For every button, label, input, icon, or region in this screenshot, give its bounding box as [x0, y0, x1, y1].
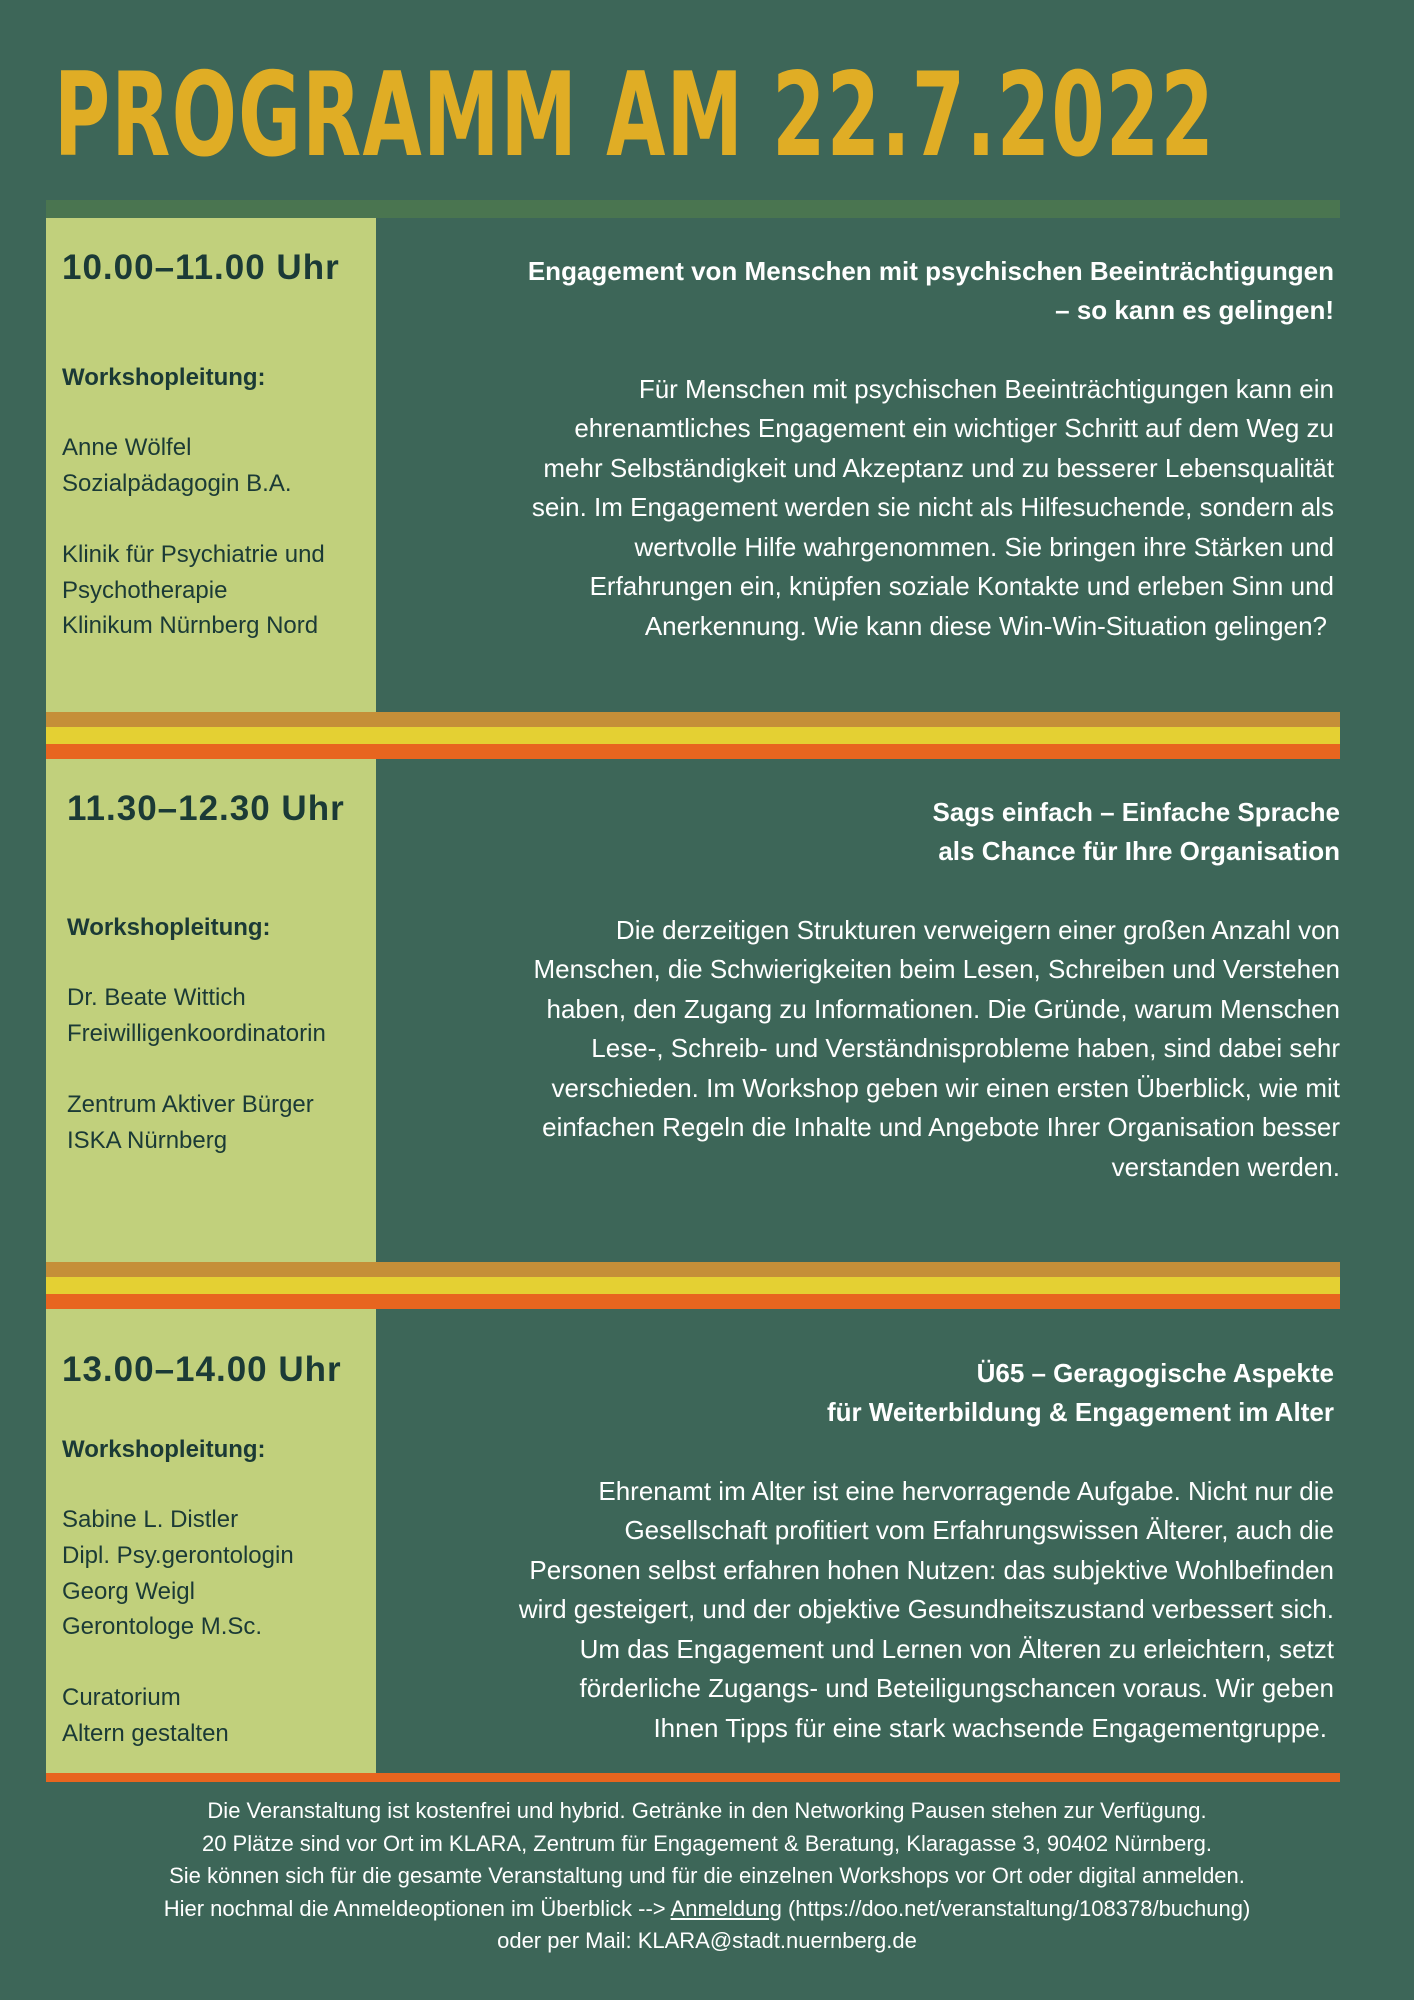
session-2-leader-line: Zentrum Aktiver Bürger — [67, 1091, 314, 1118]
session-2-content — [380, 759, 1340, 1262]
session-1-body-line: Anerkennung. Wie kann diese Win-Win-Situation gelingen? — [644, 611, 1327, 641]
session-1-leader-label: Workshopleitung: — [62, 364, 266, 391]
session-3-body-line: Ehrenamt im Alter ist eine hervorragende Aufgabe. Nicht nur die — [598, 1476, 1334, 1506]
registration-link[interactable]: Anmeldung — [670, 1895, 782, 1921]
session-2-leader-label: Workshopleitung: — [67, 914, 271, 941]
session-2-body-line: verstanden werden. — [1111, 1152, 1340, 1182]
session-2-leader-line: ISKA Nürnberg — [67, 1127, 228, 1154]
footer-info — [0, 1795, 1414, 1958]
session-3-leader-line: Sabine L. Distler — [62, 1506, 239, 1533]
session-3-heading-line: für Weiterbildung & Engagement im Alter — [826, 1397, 1334, 1427]
divider-stripe-yellow — [46, 727, 1340, 744]
session-1-content — [380, 218, 1340, 712]
bottom-divider-orange — [46, 1773, 1340, 1782]
session-3-body-line: Personen selbst erfahren hohen Nutzen: das subjektive Wohlbefinden — [529, 1555, 1334, 1585]
footer-line-prefix: Hier nochmal die Anmeldeoptionen im Überblick --> — [163, 1895, 671, 1921]
session-1-leader-line: Anne Wölfel — [62, 434, 192, 461]
session-1-body-line: sein. Im Engagement werden sie nicht als Hilfesuchende, sondern als — [531, 492, 1334, 522]
session-2-heading-line: als Chance für Ihre Organisation — [938, 836, 1340, 866]
page-title: PROGRAMM AM 22.7.2022 — [54, 48, 1216, 183]
session-3-body-line: förderliche Zugangs- und Beteiligungschancen voraus. Wir geben — [579, 1673, 1334, 1703]
session-3-leader-line: Gerontologe M.Sc. — [62, 1613, 263, 1640]
top-divider-bar — [46, 200, 1340, 218]
session-3-leader-line: Dipl. Psy.gerontologin — [62, 1542, 294, 1569]
session-2-heading-line: Sags einfach – Einfache Sprache — [932, 797, 1340, 827]
session-2-body-line: einfachen Regeln die Inhalte und Angebote Ihrer Organisation besser — [542, 1112, 1340, 1142]
session-1-heading-line: Engagement von Menschen mit psychischen Beeinträchtigungen — [527, 256, 1334, 286]
session-3-sidebar — [46, 1309, 376, 1773]
session-2-body-line: verschieden. Im Workshop geben wir einen ersten Überblick, wie mit — [551, 1073, 1340, 1103]
session-1-body-line: ehrenamtliches Engagement ein wichtiger Schritt auf dem Weg zu — [574, 413, 1334, 443]
session-1-time: 10.00–11.00 Uhr — [62, 248, 340, 287]
session-3-content — [380, 1309, 1340, 1773]
session-3-leader-line: Georg Weigl — [62, 1578, 195, 1605]
session-3-heading-line: Ü65 – Geragogische Aspekte — [976, 1358, 1334, 1388]
footer-line: oder per Mail: KLARA@stadt.nuernberg.de — [497, 1928, 917, 1953]
session-3-body-line: Um das Engagement und Lernen von Älteren zu erleichtern, setzt — [579, 1634, 1334, 1664]
session-3-body-line: Gesellschaft profitiert vom Erfahrungswissen Älterer, auch die — [624, 1515, 1334, 1545]
session-2-body-line: haben, den Zugang zu Informationen. Die Gründe, warum Menschen — [546, 994, 1340, 1024]
session-3-body-line: wird gesteigert, und der objektive Gesundheitszustand verbessert sich. — [518, 1594, 1334, 1624]
session-2-body-line: Lese-, Schreib- und Verständnisprobleme haben, sind dabei sehr — [591, 1033, 1340, 1063]
session-1-body-line: wertvolle Hilfe wahrgenommen. Sie bringen ihre Stärken und — [634, 532, 1334, 562]
session-1-heading-line: – so kann es gelingen! — [1055, 295, 1334, 325]
divider-stripe-brown — [46, 1262, 1340, 1277]
divider-stripe-orange — [46, 1294, 1340, 1309]
session-1-leader-line: Klinikum Nürnberg Nord — [62, 612, 319, 639]
session-2-body-line: Menschen, die Schwierigkeiten beim Lesen, Schreiben und Verstehen — [533, 954, 1340, 984]
footer-registration-line — [0, 1893, 1414, 1926]
footer-line-suffix: (https://doo.net/veranstaltung/108378/buchung) — [781, 1895, 1251, 1921]
session-3-leader-line: Altern gestalten — [62, 1720, 229, 1747]
session-3-leader-label: Workshopleitung: — [62, 1436, 266, 1463]
session-3-leader-line: Curatorium — [62, 1684, 181, 1711]
session-3-body-line: Ihnen Tipps für eine stark wachsende Engagementgruppe. — [653, 1713, 1327, 1743]
session-1-sidebar — [46, 218, 376, 712]
divider-stripe-orange — [46, 744, 1340, 759]
footer-line: Die Veranstaltung ist kostenfrei und hybrid. Getränke in den Networking Pausen stehen zur Verfügung. — [207, 1798, 1207, 1823]
session-2-leader-line: Dr. Beate Wittich — [67, 984, 246, 1011]
session-1-body-line: Erfahrungen ein, knüpfen soziale Kontakte und erleben Sinn und — [589, 571, 1334, 601]
session-1-body-line: Für Menschen mit psychischen Beeinträchtigungen kann ein — [638, 374, 1334, 404]
session-1-leader-line: Sozialpädagogin B.A. — [62, 470, 292, 497]
footer-line: Sie können sich für die gesamte Veranstaltung und für die einzelnen Workshops vor Ort oder digital anmelden. — [169, 1863, 1245, 1888]
session-2-time: 11.30–12.30 Uhr — [67, 789, 345, 828]
session-2-leader-line: Freiwilligenkoordinatorin — [67, 1020, 326, 1047]
session-2-sidebar — [46, 759, 376, 1262]
session-1-leader-line: Klinik für Psychiatrie und — [62, 541, 325, 568]
footer-line: 20 Plätze sind vor Ort im KLARA, Zentrum für Engagement & Beratung, Klaragasse 3, 90402 Nürnberg. — [201, 1830, 1213, 1856]
session-1-body-line: mehr Selbständigkeit und Akzeptanz und zu besserer Lebensqualität — [543, 453, 1334, 483]
session-2-body-line: Die derzeitigen Strukturen verweigern einer großen Anzahl von — [615, 915, 1340, 945]
session-1-leader-line: Psychotherapie — [62, 577, 228, 604]
divider-stripe-brown — [46, 712, 1340, 727]
session-3-time: 13.00–14.00 Uhr — [62, 1350, 342, 1389]
divider-stripe-yellow — [46, 1277, 1340, 1294]
